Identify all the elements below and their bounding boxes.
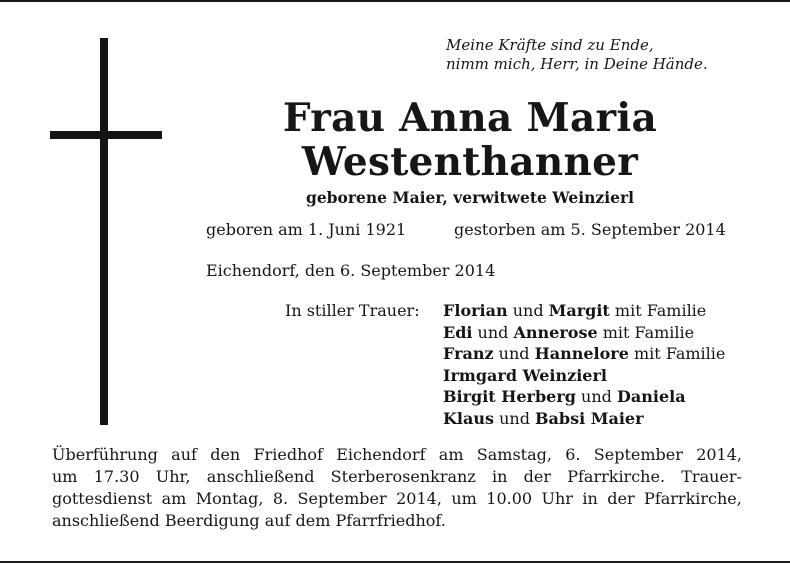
notice-word: Überführung <box>52 445 158 464</box>
top-border <box>0 0 790 2</box>
motto-line: Meine Kräfte sind zu Ende, <box>446 36 654 54</box>
notice-word: 17.30 <box>93 467 140 486</box>
mourners-list <box>443 300 725 429</box>
deceased-name-line-1: Frau Anna Maria <box>282 95 658 141</box>
notice-word: am <box>438 445 464 464</box>
mourning-label: In stiller Trauer: <box>285 301 420 320</box>
mourner-row <box>443 343 725 365</box>
notice-word: um <box>451 489 477 508</box>
notice-word: der <box>607 489 635 508</box>
motto-verse <box>446 36 708 74</box>
notice-word: Montag, <box>195 489 264 508</box>
mourner-name: Franz <box>443 344 494 363</box>
mourner-name: Annerose <box>513 322 598 342</box>
notice-word: auf <box>171 445 197 464</box>
notice-line <box>52 466 742 488</box>
notice-word: Friedhof <box>253 445 323 464</box>
mourner-name: Babsi Maier <box>535 408 644 428</box>
mourner-connector: mit Familie <box>628 344 726 363</box>
notice-word: 8. <box>272 489 289 508</box>
mourner-name: Hannelore <box>534 344 629 363</box>
mourner-row <box>443 408 725 430</box>
mourner-name: Klaus <box>443 408 494 428</box>
notice-word: September <box>297 489 387 508</box>
notice-word: Trauer- <box>681 467 742 486</box>
mourner-row <box>443 322 725 344</box>
notice-word: um <box>52 467 78 486</box>
mourner-connector: und <box>472 322 514 342</box>
mourner-name: Daniela <box>617 387 686 406</box>
notice-word: gottesdienst <box>52 489 153 508</box>
notice-word: Sterberosenkranz <box>330 467 476 486</box>
notice-word: anschließend <box>206 467 315 486</box>
notice-word: Samstag, <box>476 445 552 464</box>
bottom-border <box>0 561 790 563</box>
notice-word: der <box>523 467 551 486</box>
birth-date: geboren am 1. Juni 1921 <box>206 220 407 239</box>
cross-vertical-bar <box>100 38 108 425</box>
mourner-connector: mit Familie <box>597 322 695 342</box>
death-date: gestorben am 5. September 2014 <box>454 220 726 239</box>
notice-word: Eichendorf <box>336 445 426 464</box>
mourner-name: Irmgard Weinzierl <box>443 365 607 385</box>
mourner-row <box>443 386 725 408</box>
mourner-name: Florian <box>443 301 508 320</box>
mourner-name: Margit <box>548 301 610 320</box>
funeral-notice <box>52 444 742 532</box>
notice-word: am <box>161 489 187 508</box>
notice-word: Uhr <box>541 489 573 508</box>
notice-word: 10.00 <box>486 489 533 508</box>
birth-name: geborene Maier, verwitwete Weinzierl <box>305 188 635 207</box>
mourner-row <box>443 300 725 322</box>
notice-word: 2014, <box>396 489 442 508</box>
notice-word: 6. <box>565 445 581 464</box>
mourner-connector: und <box>493 344 535 363</box>
notice-word: Pfarrkirche. <box>567 467 666 486</box>
notice-word: den <box>210 445 241 464</box>
cross-horizontal-bar <box>50 131 162 139</box>
notice-word: in <box>582 489 598 508</box>
mourner-connector: und <box>575 387 617 406</box>
notice-line <box>52 444 742 466</box>
mourner-connector: mit Familie <box>609 301 707 320</box>
mourner-row <box>443 365 725 387</box>
notice-word: September <box>593 445 683 464</box>
notice-word: Pfarrkirche, <box>644 489 742 508</box>
mourner-connector: und <box>494 408 536 428</box>
mourner-name: Edi <box>443 322 473 342</box>
mourner-connector: und <box>507 301 549 320</box>
notice-line: anschließend Beerdigung auf dem Pfarrfriedhof. <box>52 511 446 530</box>
mourner-name: Birgit Herberg <box>443 387 576 406</box>
notice-line <box>52 488 742 510</box>
motto-line: nimm mich, Herr, in Deine Hände. <box>446 55 708 73</box>
notice-word: in <box>492 467 508 486</box>
deceased-name-line-2: Westenthanner <box>301 139 639 185</box>
place-and-date: Eichendorf, den 6. September 2014 <box>206 261 496 280</box>
notice-word: 2014, <box>696 445 742 464</box>
notice-word: Uhr, <box>155 467 191 486</box>
